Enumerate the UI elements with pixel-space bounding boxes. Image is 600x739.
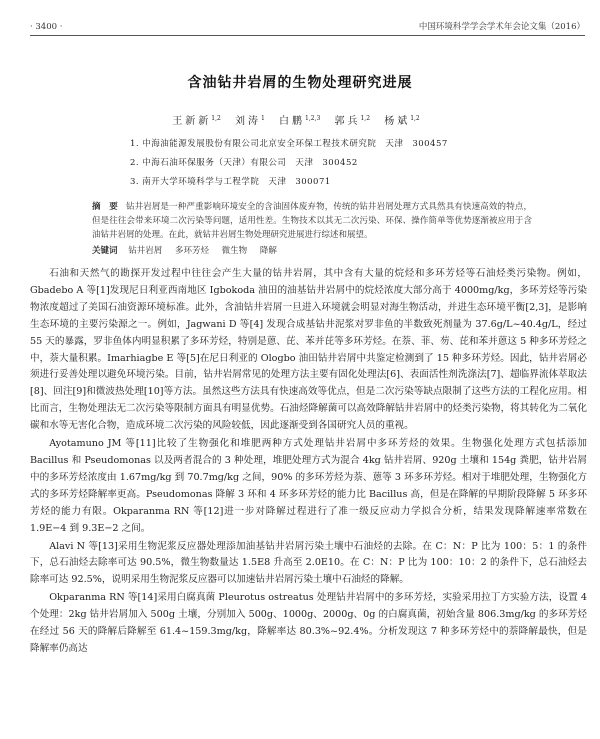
journal-name: 中国环境科学学会学术年会论文集（2016） [418, 22, 585, 32]
body-text [30, 266, 587, 659]
abstract-text: 钻井岩屑是一种严重影响环境安全的含油固体废弃物，传统的钻井岩屑处理方式具然具有快速高效的特点，但是往往会带来环境二次污染等问题，适用性差。生物技术以其无二次污染、环保、操作简单等优势逐渐被应用于含油钻井岩屑的处理。在此，就钻井岩屑生物处理研究进展进行综述和展望。 [92, 202, 532, 240]
keyword: 降解 [259, 246, 277, 256]
paragraph-alavi: Alavi N 等[13]采用生物泥浆反应器处理添加油基钻井岩屑污染土壤中石油烃的去除。在 C：N：P 比为 100：5：1 的条件下，总石油烃去除率可达 90.5%，微生物数量达 1.5E8 升高至 2.0E10。在 C：N：P 比为 100：10：2 的条件下，总石油烃去除率可达 92.5%，说明采用生物泥浆反应器可以加速钻井岩屑污染土壤中石油烃的降解。 [30, 540, 587, 586]
author-name: 王新新 [172, 116, 212, 127]
keywords-label: 关键词 [92, 246, 118, 256]
author-name: 白鹏 [279, 116, 305, 127]
author-affil-mark: 1,2,3 [305, 114, 321, 122]
keyword: 微生物 [221, 246, 248, 256]
paragraph-okparanma: Okparanma RN 等[14]采用白腐真菌 Pleurotus ostreatus 处理钻井岩屑中的多环芳烃，实验采用拉丁方实验方法，设置 4 个处理：2kg 钻井岩屑加入 500g 土壤，分别加入 500g、1000g、2000g、0g 的白腐真菌，初始含量 806.3mg/kg 的多环芳烃在经过 56 天的降解后降解至 61.4~159.3mg/kg，降解率达 80.3%~92.4%。分析发现这 7 种多环芳烃中的萘降解最快，但是降解率仍高达 [30, 592, 587, 654]
keyword: 多环芳烃 [174, 246, 209, 256]
keyword: 钻井岩屑 [128, 246, 163, 256]
paper-title: 含油钻井岩屑的生物处理研究进展 [187, 75, 413, 91]
abstract [92, 200, 532, 242]
paragraph-intro: 石油和天然气的勘探开发过程中往往会产生大量的钻井岩屑，其中含有大量的烷烃和多环芳烃等石油烃类污染物。例如，Gbadebo A 等[1]发现尼日利亚西南地区 Igbokoda 油田的油基钻井岩屑中的烷烃浓度大部分高于 4000mg/kg，多环芳烃等污染物浓度超过了美国石油资源环境标准。此外，含油钻井岩屑一旦进入环境就会明显对海生物活动，并进生态环境平衡[2,3]，是影响生态环境的主要污染源之一。例如，Jagwani D 等[4] 发现合成基钻井泥浆对罗非鱼的半数致死剂量为 37.6g/L~40.4g/L，经过 55 天的暴露，罗非鱼体内明显积累了多环芳烃，特别是蒽、芘、苯并芘等多环芳烃。在萘、菲、芴、芘和苯并蒽这 5 种多环芳烃之中，萘大量积累。Imarhiagbe E 等[5]在尼日利亚的 Ologbo 油田钻井岩屑中共鉴定检测到了 15 种多环芳烃。因此，钻井岩屑必须进行妥善处理以避免环境污染。目前，钻井岩屑常见的处理方法主要有固化处理法[6]、表面活性剂洗涤法[7]、超临界流体萃取法[8]、回注[9]和微波热处理[10]等方法。虽然这些方法具有快速高效等优点，但是二次污染等缺点限制了这些方法的工程化应用。相比而言，生物处理法无二次污染等限制方面具有明显优势。石油烃降解菌可以高效降解钻井岩屑中的烃类污染物，将其转化为二氧化碳和水等无害化合物，造成环境二次污染的风险较低，因此逐渐受到各国研究人员的重视。 [30, 268, 587, 432]
author-affil-mark: 1 [260, 114, 265, 122]
author-name: 郭兵 [334, 116, 361, 127]
header-rule [30, 35, 585, 36]
author-name: 刘涛 [234, 116, 261, 127]
author-name: 杨斌 [384, 116, 411, 127]
abstract-label: 摘 要 [92, 202, 118, 212]
affiliation-3: 3. 南开大学环境科学与工程学院 天津 300071 [130, 177, 331, 187]
running-header [30, 20, 585, 32]
author-affil-mark: 1,2 [211, 114, 221, 122]
author-list [0, 112, 600, 127]
author-affil-mark: 1,2 [410, 114, 420, 122]
author-affil-mark: 1,2 [360, 114, 371, 122]
affiliation-1: 1. 中海油能源发展股份有限公司北京安全环保工程技术研究院 天津 300457 [130, 139, 448, 149]
keywords [92, 244, 532, 256]
paragraph-ayotamuno: Ayotamuno JM 等[11]比较了生物强化和堆肥两种方式处理钻井岩屑中多环芳烃的效果。生物强化处理方式包括添加 Bacillus 和 Pseudomonas 以及两者混合的 3 种处理，堆肥处理方式为混合 4kg 钻井岩屑、920g 土壤和 154g 粪肥，钻井岩屑中的多环芳烃浓度由 1.67mg/kg 到 70.7mg/kg 之间，90% 的多环芳烃为萘、蒽等 3 环多环芳烃。相对于堆肥处理，生物强化方式的多环芳烃降解率更高。Pseudomonas 降解 3 环和 4 环多环芳烃的能力比 Bacillus 高，但是在降解的早期阶段降解 5 环多环芳烃的能力有限。Okparanma RN 等[12]进一步对降解过程进行了准一级反应动力学拟合分析，结果发现降解速率常数在 1.9E−4 到 9.3E−2 之间。 [30, 438, 587, 534]
affiliation-2: 2. 中海石油环保服务（天津）有限公司 天津 300452 [130, 158, 358, 168]
page-number: · 3400 · [30, 22, 63, 32]
